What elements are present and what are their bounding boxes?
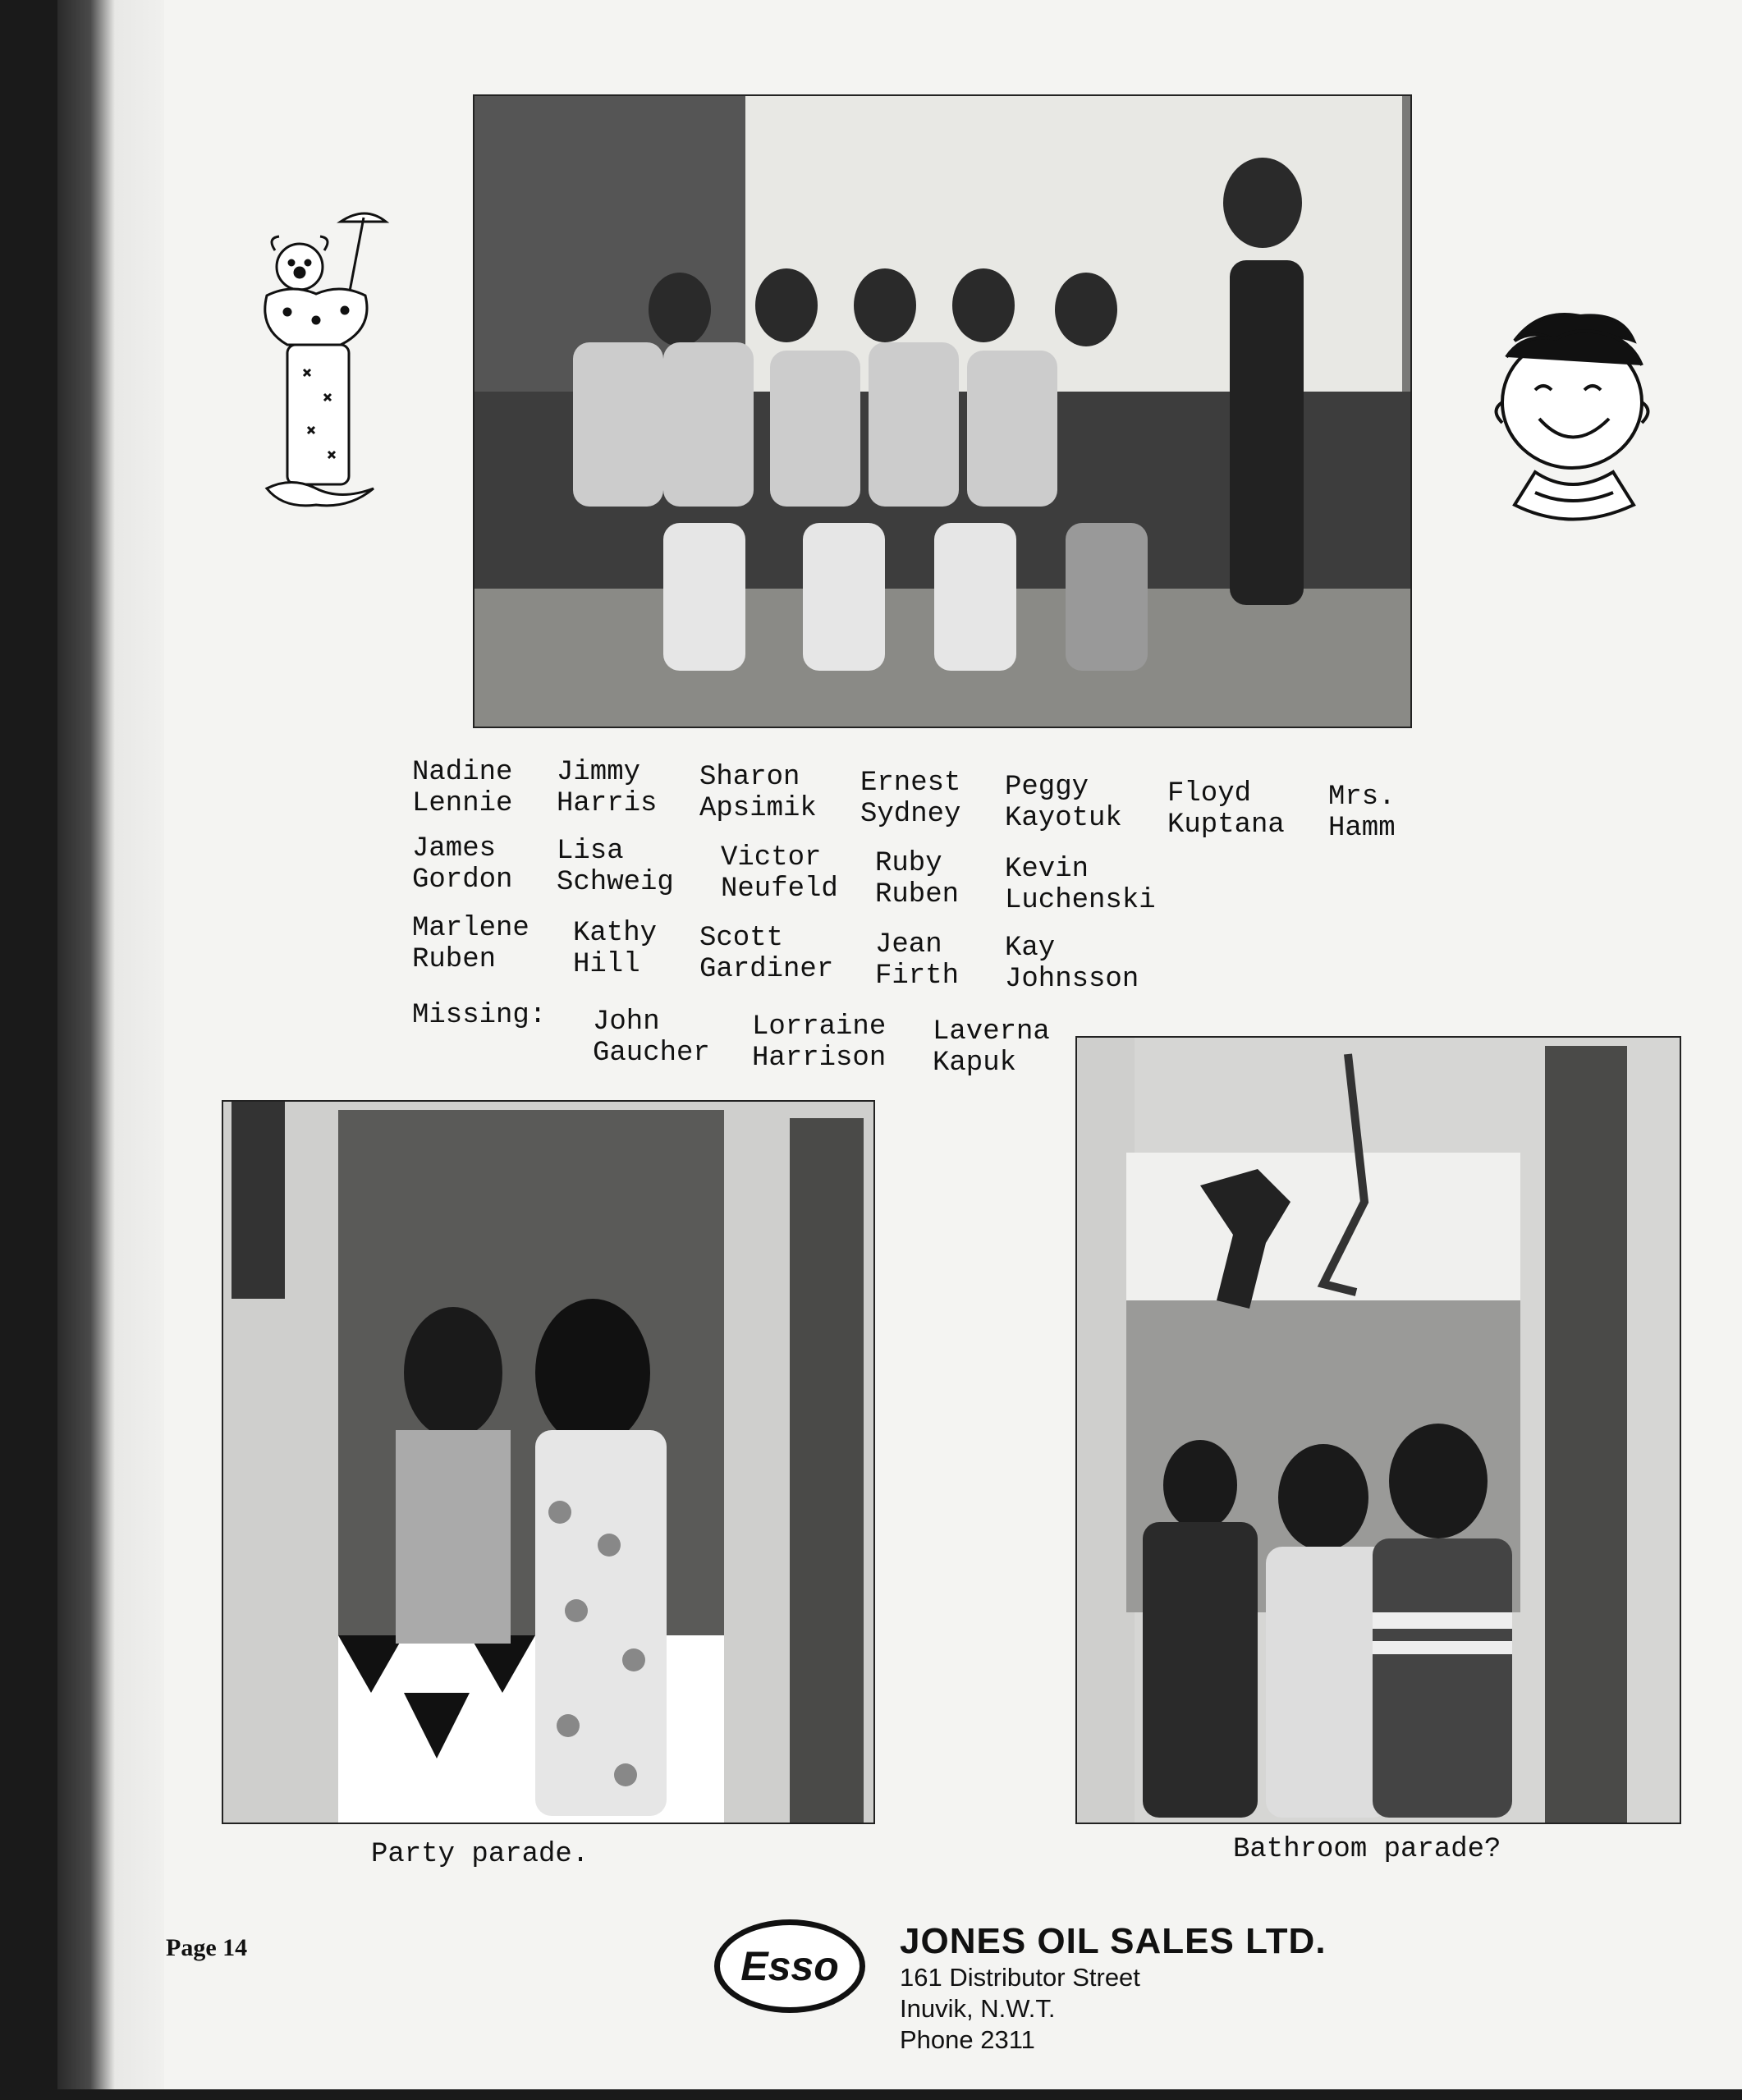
name-entry: Kay Johnsson bbox=[1005, 933, 1139, 995]
esso-logo-icon bbox=[714, 1919, 865, 2013]
party-parade-caption: Party parade. bbox=[371, 1839, 589, 1870]
missing-label: Missing: bbox=[412, 1000, 547, 1031]
bathroom-parade-scene bbox=[1077, 1038, 1680, 1823]
class-photo bbox=[473, 94, 1412, 728]
name-entry: James Gordon bbox=[412, 833, 513, 896]
name-entry: Mrs. Hamm bbox=[1328, 782, 1396, 844]
name-entry: Ernest Sydney bbox=[860, 768, 961, 830]
name-entry: Marlene Ruben bbox=[412, 913, 529, 975]
name-entry: Ruby Ruben bbox=[875, 848, 960, 910]
name-entry: Laverna Kapuk bbox=[933, 1016, 1050, 1079]
bathroom-parade-photo bbox=[1075, 1036, 1681, 1824]
advertisement bbox=[900, 1921, 1327, 2056]
ad-company: JONES OIL SALES LTD. bbox=[900, 1921, 1327, 1961]
name-entry: Nadine Lennie bbox=[412, 757, 513, 819]
name-entry: Lisa Schweig bbox=[557, 836, 674, 898]
esso-logo-text: Esso bbox=[740, 1943, 839, 1989]
name-entry: Jimmy Harris bbox=[557, 757, 658, 819]
name-entry: Victor Neufeld bbox=[721, 842, 838, 905]
name-entry: Kevin Luchenski bbox=[1005, 854, 1156, 916]
name-entry: Sharon Apsimik bbox=[699, 762, 817, 824]
name-entry: Kathy Hill bbox=[573, 918, 658, 980]
page-number: Page 14 bbox=[166, 1934, 248, 1961]
ad-address: 161 Distributor Street bbox=[900, 1963, 1140, 1992]
name-entry: Floyd Kuptana bbox=[1167, 778, 1285, 841]
bathroom-parade-caption: Bathroom parade? bbox=[1233, 1834, 1501, 1865]
yearbook-page bbox=[57, 0, 1742, 2089]
name-entry: Lorraine Harrison bbox=[752, 1011, 887, 1074]
ad-phone: Phone 2311 bbox=[900, 2025, 1035, 2054]
party-parade-scene bbox=[223, 1102, 873, 1823]
smiling-boy-icon bbox=[1490, 308, 1654, 542]
clown-icon bbox=[242, 205, 406, 517]
name-entry: Jean Firth bbox=[875, 929, 960, 992]
name-entry: John Gaucher bbox=[593, 1006, 710, 1069]
ad-city: Inuvik, N.W.T. bbox=[900, 1994, 1056, 2023]
party-parade-photo bbox=[222, 1100, 875, 1824]
name-entry: Scott Gardiner bbox=[699, 923, 834, 985]
class-photo-scene bbox=[474, 96, 1410, 727]
class-names bbox=[57, 0, 1396, 1079]
name-entry: Peggy Kayotuk bbox=[1005, 772, 1122, 834]
